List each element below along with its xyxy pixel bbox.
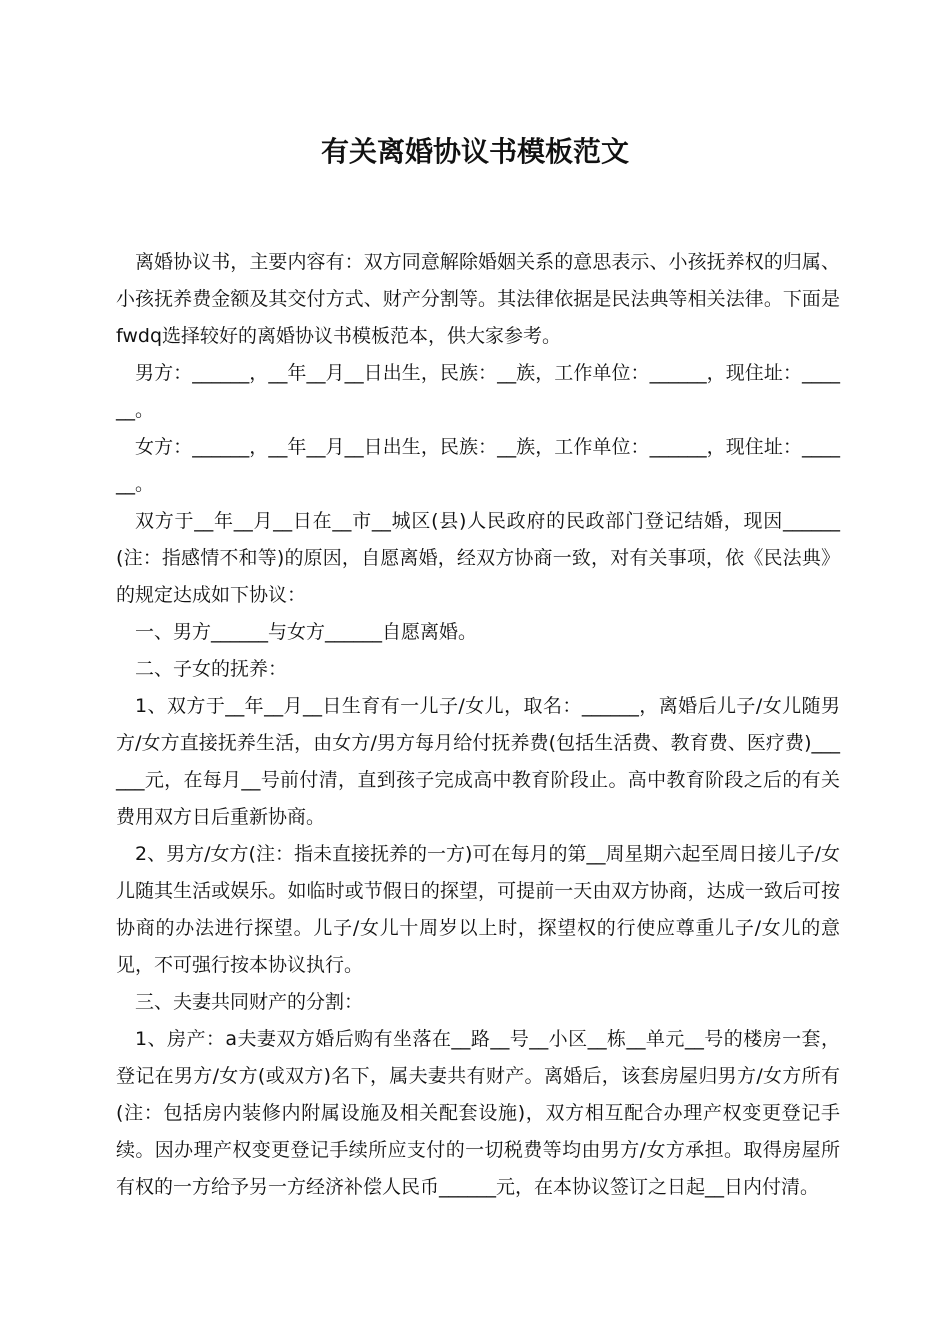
- child-custody-paragraph: 1、双方于__年__月__日生育有一儿子/女儿，取名：______，离婚后儿子/女儿随男方/女方直接抚养生活，由女方/男方每月给付抚养费(包括生活费、教育费、医疗费)______元，在每月__号前付清，直到孩子完成高中教育阶段止。高中教育阶段之后的有关费用双方日后重新协商。: [116, 695, 840, 828]
- property-housing-paragraph: 1、房产：a夫妻双方婚后购有坐落在__路__号__小区__栋__单元__号的楼房一套，登记在男方/女方(或双方)名下，属夫妻共有财产。离婚后，该套房屋归男方/女方所有(注：包括房内装修内附属设施及相关配套设施)，双方相互配合办理产权变更登记手续。因办理产权变更登记手续所应支付的一切税费等均由男方/女方承担。取得房屋所有权的一方给予另一方经济补偿人民币______元，在本协议签订之日起__日内付清。: [116, 1028, 840, 1198]
- document-title: 有关离婚协议书模板范文: [320, 135, 629, 168]
- husband-info-paragraph: 男方：______，__年__月__日出生，民族：__族，工作单位：______，现住址：______。: [116, 362, 840, 421]
- visitation-paragraph: 2、男方/女方(注：指未直接抚养的一方)可在每月的第__周星期六起至周日接儿子/女儿随其生活或娱乐。如临时或节假日的探望，可提前一天由双方协商，达成一致后可按协商的办法进行探望。儿子/女儿十周岁以上时，探望权的行使应尊重儿子/女儿的意见，不可强行按本协议执行。: [116, 843, 840, 976]
- document-body: [116, 244, 840, 1206]
- clause-1-heading: 一、男方______与女方______自愿离婚。: [135, 621, 478, 643]
- marriage-registration-paragraph: 双方于__年__月__日在__市__城区(县)人民政府的民政部门登记结婚，现因______(注：指感情不和等)的原因，自愿离婚，经双方协商一致，对有关事项，依《民法典》的规定达成如下协议：: [116, 510, 840, 606]
- clause-3-heading: 三、夫妻共同财产的分割：: [135, 991, 364, 1013]
- clause-2-heading: 二、子女的抚养：: [135, 658, 288, 680]
- intro-paragraph: 离婚协议书，主要内容有：双方同意解除婚姻关系的意思表示、小孩抚养权的归属、小孩抚养费金额及其交付方式、财产分割等。其法律依据是民法典等相关法律。下面是fwdq选择较好的离婚协议书模板范本，供大家参考。: [116, 251, 840, 347]
- wife-info-paragraph: 女方：______，__年__月__日出生，民族：__族，工作单位：______，现住址：______。: [116, 436, 840, 495]
